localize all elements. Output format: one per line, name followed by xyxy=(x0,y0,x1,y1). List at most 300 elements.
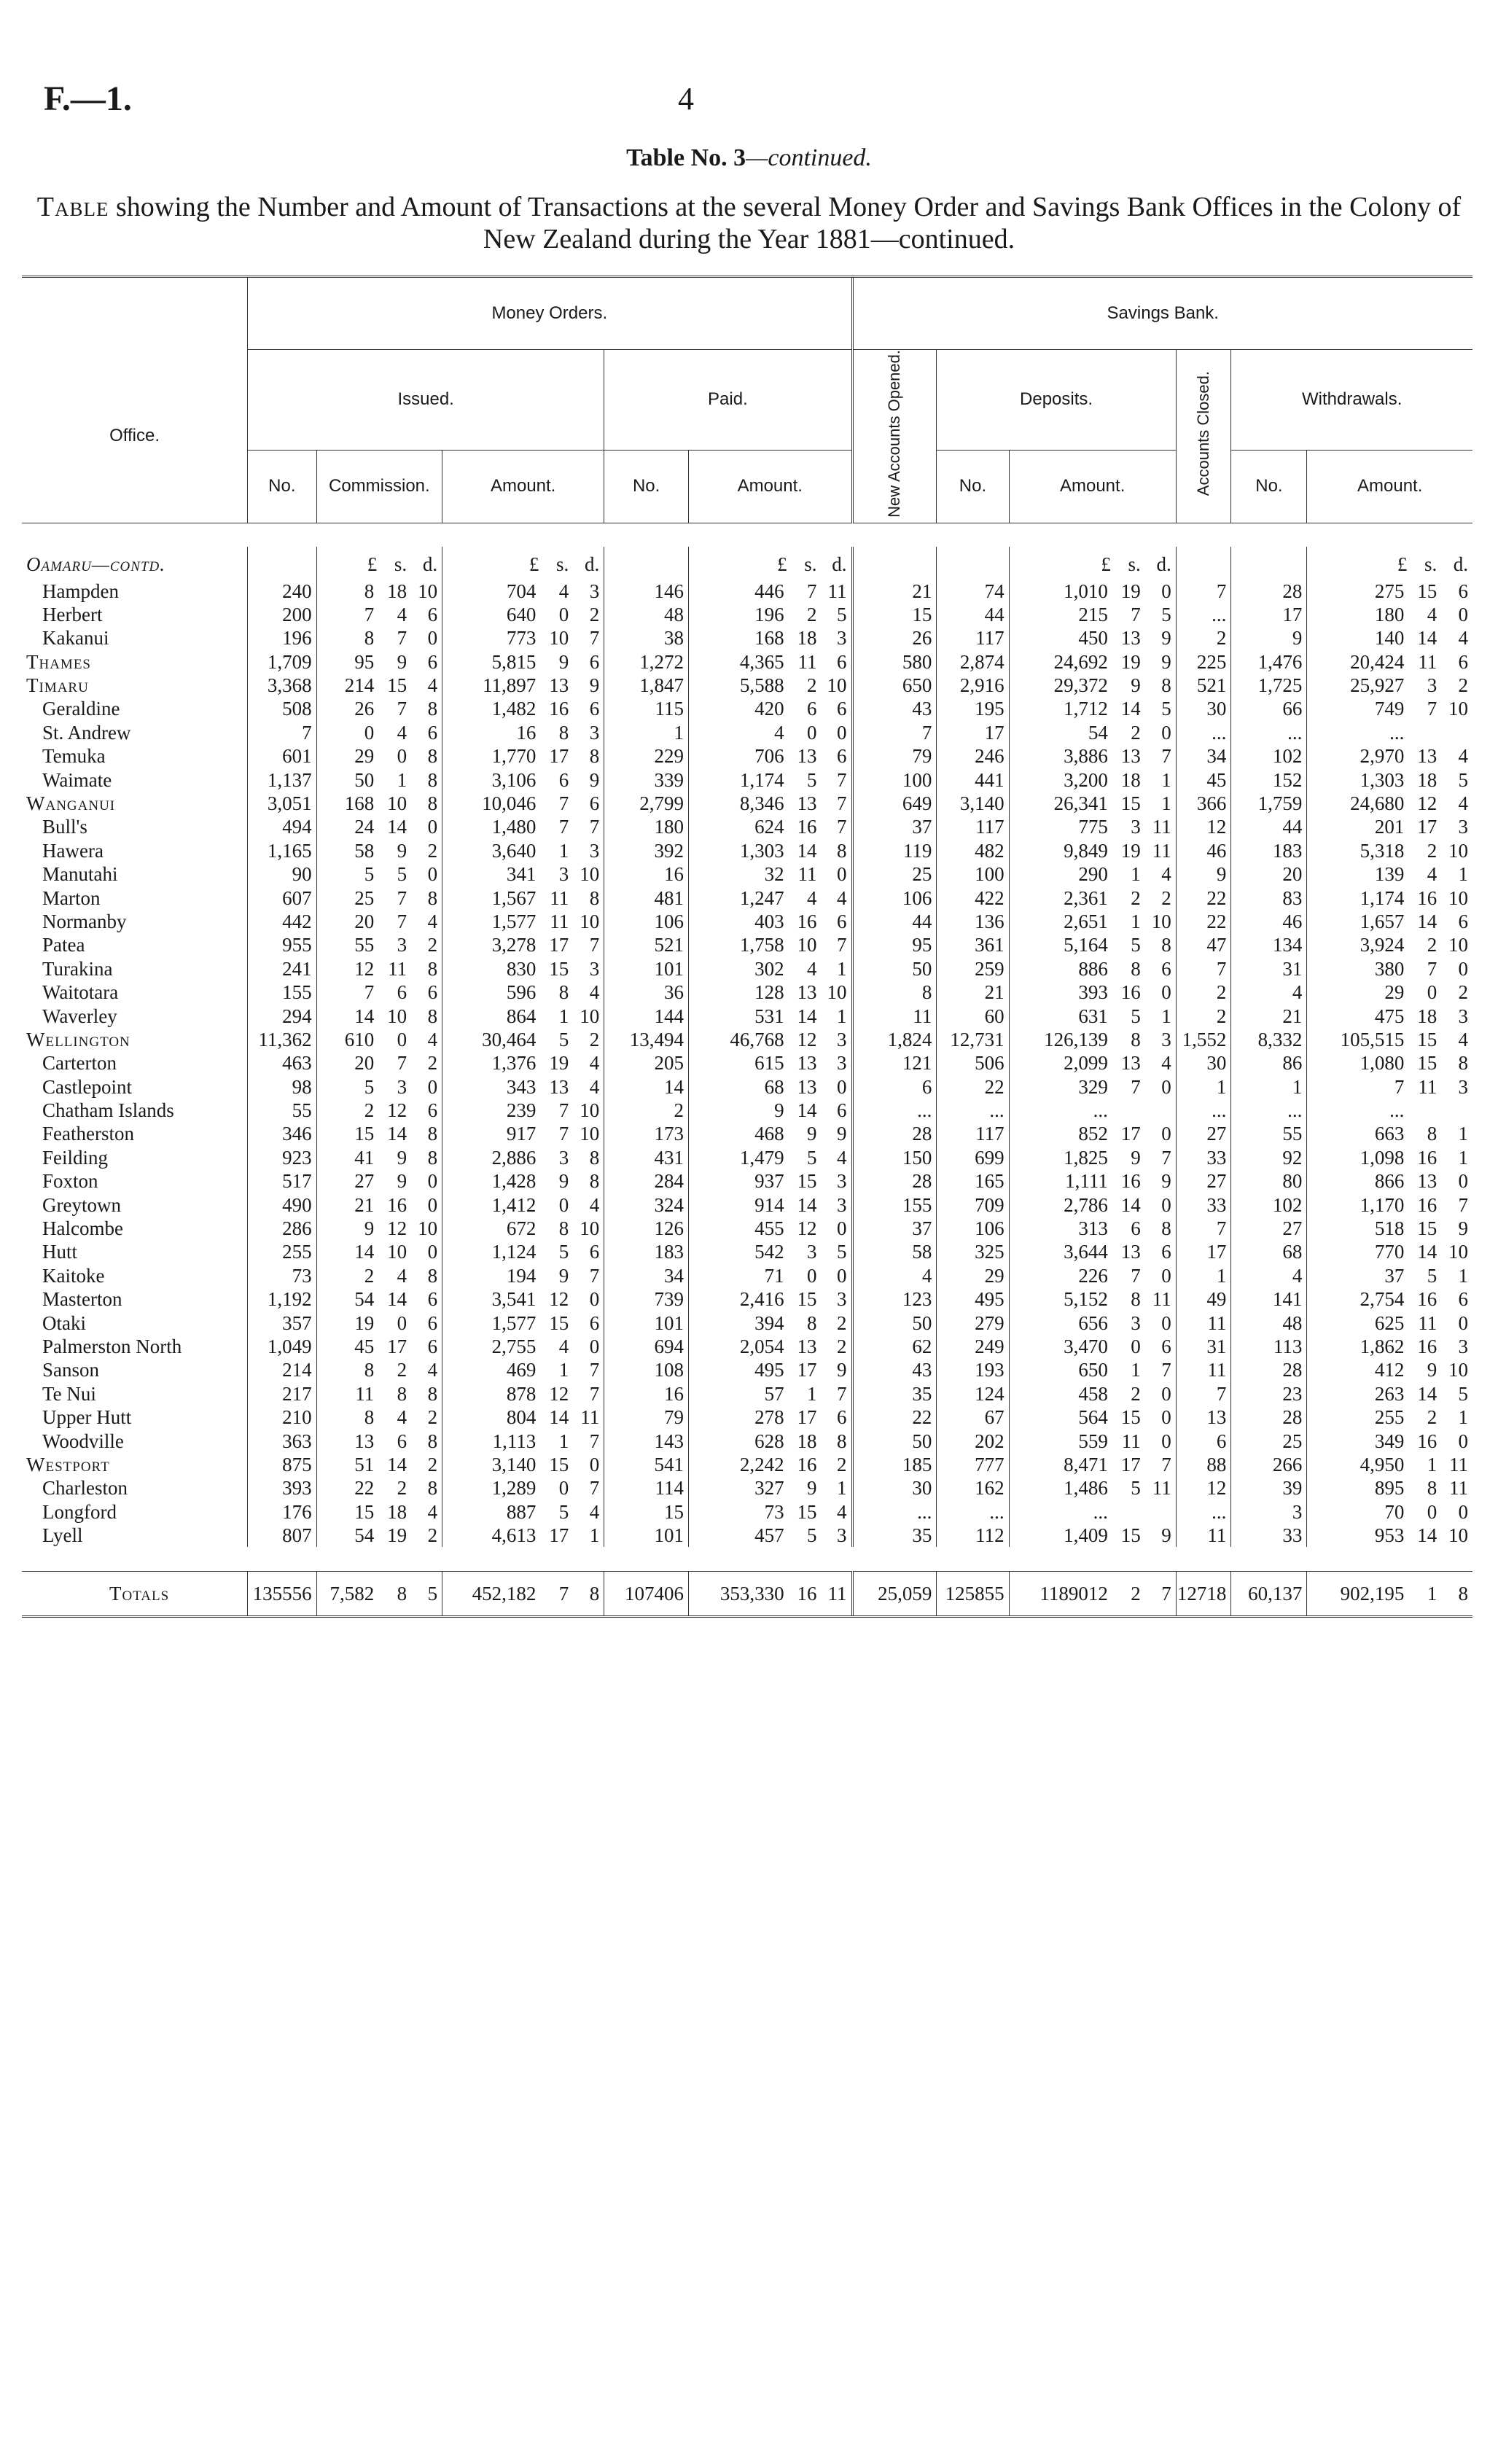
withdrawals-pounds-cell: 1,657 xyxy=(1307,910,1408,933)
withdrawals-shillings-cell: 12 xyxy=(1417,792,1437,815)
commission-shillings-cell: 14 xyxy=(387,816,407,838)
commission-shillings-cell: 7 xyxy=(397,886,407,909)
commission-pounds-cell: 8 xyxy=(316,1358,378,1381)
deposits-pence-cell: 1 xyxy=(1161,768,1171,791)
issued-amount-pence-cell: 0 xyxy=(589,1453,600,1475)
issued-amount-pence-cell: 7 xyxy=(589,1359,600,1381)
deposits-shillings-cell: 2 xyxy=(1131,886,1141,909)
commission-pence-cell: 10 xyxy=(418,580,438,602)
withdrawals-pence-cell: 1 xyxy=(1458,1406,1468,1429)
commission-pounds-cell: 15 xyxy=(316,1122,378,1145)
deposits-no-cell: 202 xyxy=(937,1429,1009,1452)
new-accounts-cell: 650 xyxy=(852,674,937,697)
commission-pence-cell: 8 xyxy=(427,1477,438,1500)
deposits-pence-cell: 0 xyxy=(1161,1264,1171,1287)
table-row xyxy=(22,744,1472,768)
commission-pence-cell: 0 xyxy=(427,1193,438,1216)
withdrawals-no-cell: 266 xyxy=(1231,1453,1307,1476)
deposits-pence-cell: 8 xyxy=(1161,674,1171,697)
deposits-shillings-cell: 5 xyxy=(1131,1005,1141,1027)
withdrawals-no-cell: 1,476 xyxy=(1231,650,1307,673)
accounts-closed-cell: 49 xyxy=(1176,1287,1231,1311)
accounts-closed-cell: 12718 xyxy=(1176,1571,1231,1616)
withdrawals-pounds-cell: 412 xyxy=(1307,1358,1408,1381)
issued-no-header: No. xyxy=(248,450,317,523)
withdrawals-shillings-cell: 7 xyxy=(1427,698,1437,720)
paid-no-cell: 101 xyxy=(604,1311,689,1334)
commission-shillings-cell: 6 xyxy=(397,1430,407,1452)
issued-amount-pence-cell: 8 xyxy=(589,1146,600,1169)
paid-amount-pence-cell: 3 xyxy=(837,1288,847,1311)
table-row xyxy=(22,1500,1472,1524)
deposits-pounds-cell: 631 xyxy=(1009,1004,1112,1027)
issued-no-cell: 393 xyxy=(248,1476,317,1500)
deposits-pounds-cell: 1,712 xyxy=(1009,697,1112,720)
paid-amount-pence-cell: 6 xyxy=(837,910,847,932)
new-accounts-cell: 43 xyxy=(852,697,937,720)
paid-amount-pounds-cell: 615 xyxy=(689,1051,789,1075)
office-name: Woodville xyxy=(42,1430,124,1452)
commission-shillings-cell: 10 xyxy=(387,1005,407,1027)
deposits-pounds-cell: ... xyxy=(1009,1500,1112,1524)
new-accounts-cell: ... xyxy=(852,1099,937,1122)
table-row xyxy=(22,626,1472,650)
withdrawals-shillings-cell: 0 xyxy=(1427,981,1437,1004)
office-name: Lyell xyxy=(42,1524,83,1547)
paid-no-cell: 106 xyxy=(604,910,689,933)
issued-amount-shillings-cell: 5 xyxy=(558,1028,569,1050)
withdrawals-pounds-cell: 663 xyxy=(1307,1122,1408,1145)
deposits-pence-cell xyxy=(1145,1500,1177,1524)
paid-amount-shillings-cell: 2 xyxy=(806,674,817,697)
withdrawals-no-cell: 92 xyxy=(1231,1146,1307,1169)
issued-amount-pounds-cell: 3,140 xyxy=(442,1453,541,1476)
issued-amount-shillings-cell: 7 xyxy=(558,1123,569,1145)
issued-amount-pence-cell: 7 xyxy=(589,816,600,838)
paid-amount-pence-cell: 6 xyxy=(837,1406,847,1429)
commission-shillings-cell: 4 xyxy=(397,721,407,744)
paid-amount-pence-cell: 2 xyxy=(837,1336,847,1357)
issued-amount-pounds-cell: 804 xyxy=(442,1406,541,1429)
new-accounts-cell: 6 xyxy=(852,1075,937,1099)
paid-amount-shillings-cell: 13 xyxy=(797,1052,817,1075)
withdrawals-no-cell: 21 xyxy=(1231,1004,1307,1027)
office-name: Sanson xyxy=(42,1359,100,1381)
table-row xyxy=(22,1264,1472,1287)
issued-no-cell: 240 xyxy=(248,579,317,602)
withdrawals-no-header: No. xyxy=(1231,450,1307,523)
accounts-closed-cell: 27 xyxy=(1176,1169,1231,1193)
paid-amount-shillings-cell: 14 xyxy=(797,1005,817,1027)
new-accounts-cell: 35 xyxy=(852,1524,937,1547)
table-row xyxy=(22,1146,1472,1169)
paid-amount-pounds-cell: 2,242 xyxy=(689,1453,789,1476)
withdrawals-pounds-cell: 2,754 xyxy=(1307,1287,1408,1311)
deposits-pence-cell: 9 xyxy=(1161,1170,1171,1193)
office-name: Patea xyxy=(42,934,85,956)
new-accounts-cell: 21 xyxy=(852,579,937,602)
paid-amount-pence-cell: 10 xyxy=(827,674,847,697)
issued-amount-pence-cell: 10 xyxy=(580,1123,600,1145)
paid-no-cell: 2,799 xyxy=(604,792,689,815)
issued-amount-pence-cell: 8 xyxy=(589,886,600,909)
paid-amount-shillings-cell: 15 xyxy=(797,1170,817,1193)
deposits-no-cell: 2,874 xyxy=(937,650,1009,673)
deposits-pence-cell: 7 xyxy=(1161,1359,1171,1381)
paid-amount-shillings-cell: 0 xyxy=(806,721,817,744)
deposits-pounds-cell: 2,786 xyxy=(1009,1193,1112,1216)
deposits-shillings-cell: 1 xyxy=(1131,1359,1141,1381)
deposits-no-cell: 67 xyxy=(937,1406,1009,1429)
unit-pound: £ xyxy=(1009,547,1112,579)
withdrawals-shillings-cell: 9 xyxy=(1427,1359,1437,1381)
paid-amount-pounds-cell: 302 xyxy=(689,957,789,980)
accounts-closed-cell: 366 xyxy=(1176,792,1231,815)
issued-amount-pence-cell: 11 xyxy=(580,1406,600,1429)
paid-amount-pounds-cell: 4 xyxy=(689,721,789,744)
withdrawals-no-cell: 60,137 xyxy=(1231,1571,1307,1616)
withdrawals-pence-cell: 10 xyxy=(1448,1241,1468,1263)
paid-no-cell: 2 xyxy=(604,1099,689,1122)
paid-amount-shillings-cell: 12 xyxy=(797,1028,817,1050)
withdrawals-pence-cell: 0 xyxy=(1458,1430,1468,1452)
table-row xyxy=(22,980,1472,1004)
commission-shillings-cell: 7 xyxy=(397,698,407,720)
deposits-shillings-cell: 2 xyxy=(1112,1571,1145,1616)
deposits-no-cell: 361 xyxy=(937,933,1009,956)
paid-amount-pounds-cell: 542 xyxy=(689,1240,789,1263)
paid-amount-pence-cell: 8 xyxy=(837,1430,847,1452)
commission-shillings-cell: 16 xyxy=(387,1193,407,1216)
issued-amount-shillings-cell: 13 xyxy=(549,1075,569,1098)
accounts-closed-cell: 46 xyxy=(1176,839,1231,862)
paid-amount-shillings-cell: 14 xyxy=(797,1193,817,1216)
withdrawals-pounds-cell: 180 xyxy=(1307,603,1408,626)
commission-pounds-cell: 5 xyxy=(316,1075,378,1099)
withdrawals-pence-cell: 3 xyxy=(1458,1005,1468,1027)
paid-amount-shillings-cell: 5 xyxy=(806,768,817,791)
paid-no-cell: 146 xyxy=(604,579,689,602)
table-number xyxy=(0,144,1498,172)
commission-shillings-cell: 10 xyxy=(387,1241,407,1263)
withdrawals-shillings-cell: 1 xyxy=(1408,1571,1441,1616)
paid-amount-pence-cell: 5 xyxy=(837,603,847,625)
table-row xyxy=(22,815,1472,838)
deposits-pounds-cell: 8,471 xyxy=(1009,1453,1112,1476)
issued-amount-shillings-cell: 0 xyxy=(558,1477,569,1500)
commission-pence-cell: 0 xyxy=(427,1075,438,1098)
withdrawals-pence-cell: 8 xyxy=(1441,1571,1472,1616)
paid-amount-pence-cell: 2 xyxy=(837,1311,847,1334)
deposits-pounds-cell: 3,644 xyxy=(1009,1240,1112,1263)
paid-no-cell: 339 xyxy=(604,768,689,791)
issued-amount-shillings-cell: 11 xyxy=(550,910,569,932)
commission-shillings-cell: 18 xyxy=(387,1500,407,1523)
office-name: Hutt xyxy=(42,1241,78,1263)
deposits-pence-cell: 1 xyxy=(1161,792,1171,815)
withdrawals-header: Withdrawals. xyxy=(1231,350,1472,451)
paid-amount-pence-cell: 1 xyxy=(837,1005,847,1027)
unit-pound: £ xyxy=(1307,547,1408,579)
deposits-shillings-cell: 7 xyxy=(1131,603,1141,625)
commission-pounds-cell: 2 xyxy=(316,1264,378,1287)
accounts-closed-cell: 88 xyxy=(1176,1453,1231,1476)
office-name: Timaru xyxy=(26,674,89,697)
withdrawals-no-cell: 141 xyxy=(1231,1287,1307,1311)
commission-pounds-cell: 12 xyxy=(316,957,378,980)
paid-amount-shillings-cell: 5 xyxy=(806,1146,817,1169)
accounts-closed-cell: ... xyxy=(1176,1099,1231,1122)
new-accounts-cell: 649 xyxy=(852,792,937,815)
withdrawals-shillings-cell: 16 xyxy=(1417,886,1437,909)
commission-pounds-cell: 26 xyxy=(316,697,378,720)
new-accounts-cell: 119 xyxy=(852,839,937,862)
commission-pence-cell: 2 xyxy=(427,1524,438,1547)
deposits-shillings-cell: 1 xyxy=(1131,863,1141,886)
new-accounts-cell: 150 xyxy=(852,1146,937,1169)
deposits-pence-cell: 0 xyxy=(1161,580,1171,602)
commission-pounds-cell: 9 xyxy=(316,1217,378,1240)
issued-amount-shillings-cell: 10 xyxy=(549,627,569,650)
issued-no-cell: 286 xyxy=(248,1217,317,1240)
commission-pounds-cell: 50 xyxy=(316,768,378,791)
commission-header: Commission. xyxy=(316,450,442,523)
deposits-no-cell: 193 xyxy=(937,1358,1009,1381)
commission-pounds-cell: 11 xyxy=(316,1382,378,1406)
withdrawals-no-cell: 28 xyxy=(1231,1406,1307,1429)
paid-amount-shillings-cell: 13 xyxy=(797,1336,817,1357)
withdrawals-shillings-cell: 11 xyxy=(1418,1075,1437,1098)
commission-shillings-cell: 8 xyxy=(397,1382,407,1405)
withdrawals-shillings-cell: 17 xyxy=(1417,816,1437,838)
issued-amount-shillings-cell: 7 xyxy=(558,816,569,838)
paid-no-cell: 107406 xyxy=(604,1571,689,1616)
issued-amount-pence-cell: 9 xyxy=(589,674,600,697)
paid-amount-pence-cell: 6 xyxy=(837,698,847,720)
office-name: Feilding xyxy=(42,1146,109,1169)
paid-no-cell: 1 xyxy=(604,721,689,744)
commission-pence-cell: 4 xyxy=(427,1359,438,1381)
deposits-pence-cell: 5 xyxy=(1161,603,1171,625)
withdrawals-no-cell: 68 xyxy=(1231,1240,1307,1263)
issued-no-cell: 508 xyxy=(248,697,317,720)
office-name: Waitotara xyxy=(42,981,119,1004)
withdrawals-shillings-cell: 0 xyxy=(1427,1500,1437,1523)
withdrawals-no-cell: 28 xyxy=(1231,579,1307,602)
commission-pence-cell: 8 xyxy=(427,957,438,980)
unit-shilling: s. xyxy=(1128,553,1141,576)
table-row xyxy=(22,768,1472,791)
issued-amount-pence-cell: 4 xyxy=(589,1075,600,1098)
withdrawals-shillings-cell: 15 xyxy=(1417,1028,1437,1050)
table-row xyxy=(22,792,1472,815)
deposits-pence-cell: 8 xyxy=(1161,934,1171,956)
issued-amount-shillings-cell: 11 xyxy=(550,886,569,909)
deposits-pence-cell: 9 xyxy=(1161,627,1171,650)
issued-amount-shillings-cell: 1 xyxy=(558,1005,569,1027)
table-row xyxy=(22,1287,1472,1311)
office-name: Charleston xyxy=(42,1477,128,1500)
commission-pounds-cell: 21 xyxy=(316,1193,378,1216)
commission-shillings-cell: 3 xyxy=(397,1075,407,1098)
deposits-no-cell: 12,731 xyxy=(937,1028,1009,1051)
new-accounts-cell: 123 xyxy=(852,1287,937,1311)
paid-amount-pounds-cell: 196 xyxy=(689,603,789,626)
paid-no-cell: 481 xyxy=(604,886,689,909)
deposits-pounds-cell: 226 xyxy=(1009,1264,1112,1287)
withdrawals-shillings-cell: 1 xyxy=(1427,1453,1437,1475)
paid-no-cell: 284 xyxy=(604,1169,689,1193)
new-accounts-cell: 30 xyxy=(852,1476,937,1500)
withdrawals-no-cell: 33 xyxy=(1231,1524,1307,1547)
office-name: Greytown xyxy=(42,1193,121,1216)
deposits-pence-cell: 0 xyxy=(1161,1311,1171,1334)
paid-amount-shillings-cell: 16 xyxy=(789,1571,822,1616)
accounts-closed-cell: 2 xyxy=(1176,1004,1231,1027)
paid-no-cell: 114 xyxy=(604,1476,689,1500)
deposits-shillings-cell: 19 xyxy=(1120,580,1141,602)
accounts-closed-cell: 33 xyxy=(1176,1146,1231,1169)
commission-pence-cell: 0 xyxy=(427,1241,438,1263)
paid-amount-pounds-cell: 2,054 xyxy=(689,1335,789,1358)
office-name: Turakina xyxy=(42,957,113,980)
office-name: Thames xyxy=(26,650,92,673)
office-name: Featherston xyxy=(42,1123,134,1145)
deposits-pence-cell: 0 xyxy=(1161,721,1171,744)
new-accounts-cell: 4 xyxy=(852,1264,937,1287)
table-row xyxy=(22,1051,1472,1075)
issued-no-cell: 210 xyxy=(248,1406,317,1429)
commission-pence-cell: 6 xyxy=(427,721,438,744)
accounts-closed-cell: 13 xyxy=(1176,1406,1231,1429)
deposits-no-cell: 17 xyxy=(937,721,1009,744)
withdrawals-pence-cell: 11 xyxy=(1449,1477,1468,1500)
withdrawals-pounds-cell: 349 xyxy=(1307,1429,1408,1452)
unit-pound: £ xyxy=(689,547,789,579)
withdrawals-pounds-cell: 895 xyxy=(1307,1476,1408,1500)
issued-amount-pounds-cell: 1,577 xyxy=(442,1311,541,1334)
withdrawals-pounds-cell: 953 xyxy=(1307,1524,1408,1547)
commission-shillings-cell: 19 xyxy=(387,1524,407,1547)
paid-amount-shillings-cell: 16 xyxy=(797,816,817,838)
issued-amount-pounds-cell: 864 xyxy=(442,1004,541,1027)
withdrawals-no-cell: 31 xyxy=(1231,957,1307,980)
deposits-shillings-cell: 13 xyxy=(1120,1052,1141,1075)
deposits-no-cell: 117 xyxy=(937,815,1009,838)
commission-shillings-cell: 14 xyxy=(387,1123,407,1145)
deposits-pence-cell: 4 xyxy=(1161,863,1171,886)
issued-amount-pounds-cell: 887 xyxy=(442,1500,541,1524)
paid-amount-pounds-cell: 455 xyxy=(689,1217,789,1240)
withdrawals-pounds-cell: 29 xyxy=(1307,980,1408,1004)
deposits-shillings-cell: 18 xyxy=(1120,768,1141,791)
paid-no-cell: 324 xyxy=(604,1193,689,1216)
commission-pounds-cell: 29 xyxy=(316,744,378,768)
deposits-pence-cell: 5 xyxy=(1161,698,1171,720)
issued-amount-pounds-cell: 341 xyxy=(442,862,541,886)
commission-shillings-cell: 4 xyxy=(397,603,407,625)
paid-amount-pounds-cell: 1,303 xyxy=(689,839,789,862)
withdrawals-shillings-cell: 3 xyxy=(1427,674,1437,697)
table-number-suffix: —continued. xyxy=(746,144,872,171)
issued-amount-pounds-cell: 4,613 xyxy=(442,1524,541,1547)
withdrawals-no-cell: 134 xyxy=(1231,933,1307,956)
issued-amount-pounds-cell: 704 xyxy=(442,579,541,602)
commission-shillings-cell: 14 xyxy=(387,1453,407,1475)
deposits-pounds-cell: 9,849 xyxy=(1009,839,1112,862)
issued-amount-pounds-cell: 3,541 xyxy=(442,1287,541,1311)
issued-amount-pounds-cell: 1,289 xyxy=(442,1476,541,1500)
withdrawals-pence-cell: 11 xyxy=(1449,1453,1468,1475)
commission-pence-cell: 8 xyxy=(427,1123,438,1145)
accounts-closed-cell: 22 xyxy=(1176,910,1231,933)
paid-amount-pounds-cell: 32 xyxy=(689,862,789,886)
commission-shillings-cell: 0 xyxy=(397,745,407,768)
commission-shillings-cell: 18 xyxy=(387,580,407,602)
withdrawals-pence-cell: 1 xyxy=(1458,863,1468,886)
paid-amount-pence-cell: 0 xyxy=(837,1217,847,1240)
withdrawals-no-cell: 83 xyxy=(1231,886,1307,909)
deposits-pence-cell: 9 xyxy=(1161,650,1171,673)
new-accounts-cell: 79 xyxy=(852,744,937,768)
withdrawals-pence-cell: 1 xyxy=(1458,1146,1468,1169)
commission-pence-cell: 4 xyxy=(427,1500,438,1523)
withdrawals-no-cell: 86 xyxy=(1231,1051,1307,1075)
paid-no-cell: 143 xyxy=(604,1429,689,1452)
commission-shillings-cell: 4 xyxy=(397,1406,407,1429)
new-accounts-cell: 28 xyxy=(852,1169,937,1193)
paid-no-cell: 36 xyxy=(604,980,689,1004)
commission-pence-cell: 4 xyxy=(427,674,438,697)
issued-amount-pence-cell: 2 xyxy=(589,603,600,625)
table-row xyxy=(22,674,1472,697)
deposits-pence-cell: 0 xyxy=(1161,1406,1171,1429)
paid-no-cell: 1,847 xyxy=(604,674,689,697)
withdrawals-pounds-cell: ... xyxy=(1307,1099,1408,1122)
paid-amount-shillings-cell: 16 xyxy=(797,910,817,932)
issued-amount-pounds-cell: 1,428 xyxy=(442,1169,541,1193)
commission-shillings-cell: 1 xyxy=(397,768,407,791)
office-name: Halcombe xyxy=(42,1217,123,1240)
accounts-closed-cell: 30 xyxy=(1176,1051,1231,1075)
withdrawals-no-cell: 1,725 xyxy=(1231,674,1307,697)
issued-amount-pence-cell: 7 xyxy=(589,627,600,650)
commission-pounds-cell: 27 xyxy=(316,1169,378,1193)
paid-amount-shillings-cell: 14 xyxy=(797,839,817,862)
new-accounts-cell: 62 xyxy=(852,1335,937,1358)
paid-no-cell: 16 xyxy=(604,862,689,886)
deposits-shillings-cell: 2 xyxy=(1131,1382,1141,1405)
commission-pence-cell: 2 xyxy=(427,839,438,862)
table-row xyxy=(22,1382,1472,1406)
deposits-pounds-cell: 656 xyxy=(1009,1311,1112,1334)
commission-pence-cell: 8 xyxy=(427,1382,438,1405)
table-caption xyxy=(29,191,1469,255)
paid-amount-pounds-cell: 353,330 xyxy=(689,1571,789,1616)
withdrawals-no-cell: 113 xyxy=(1231,1335,1307,1358)
deposits-pence-cell xyxy=(1145,1099,1177,1122)
paid-amount-shillings-cell: 0 xyxy=(806,1264,817,1287)
issued-amount-pounds-cell: 1,480 xyxy=(442,815,541,838)
commission-pounds-cell: 7 xyxy=(316,603,378,626)
accounts-closed-cell: 7 xyxy=(1176,1382,1231,1406)
deposits-pounds-cell: 3,200 xyxy=(1009,768,1112,791)
paid-no-cell: 431 xyxy=(604,1146,689,1169)
paid-amount-shillings-cell: 7 xyxy=(806,580,817,602)
new-accounts-cell: 121 xyxy=(852,1051,937,1075)
deposits-shillings-cell: 6 xyxy=(1131,1217,1141,1240)
withdrawals-shillings-cell: 15 xyxy=(1417,1052,1437,1075)
